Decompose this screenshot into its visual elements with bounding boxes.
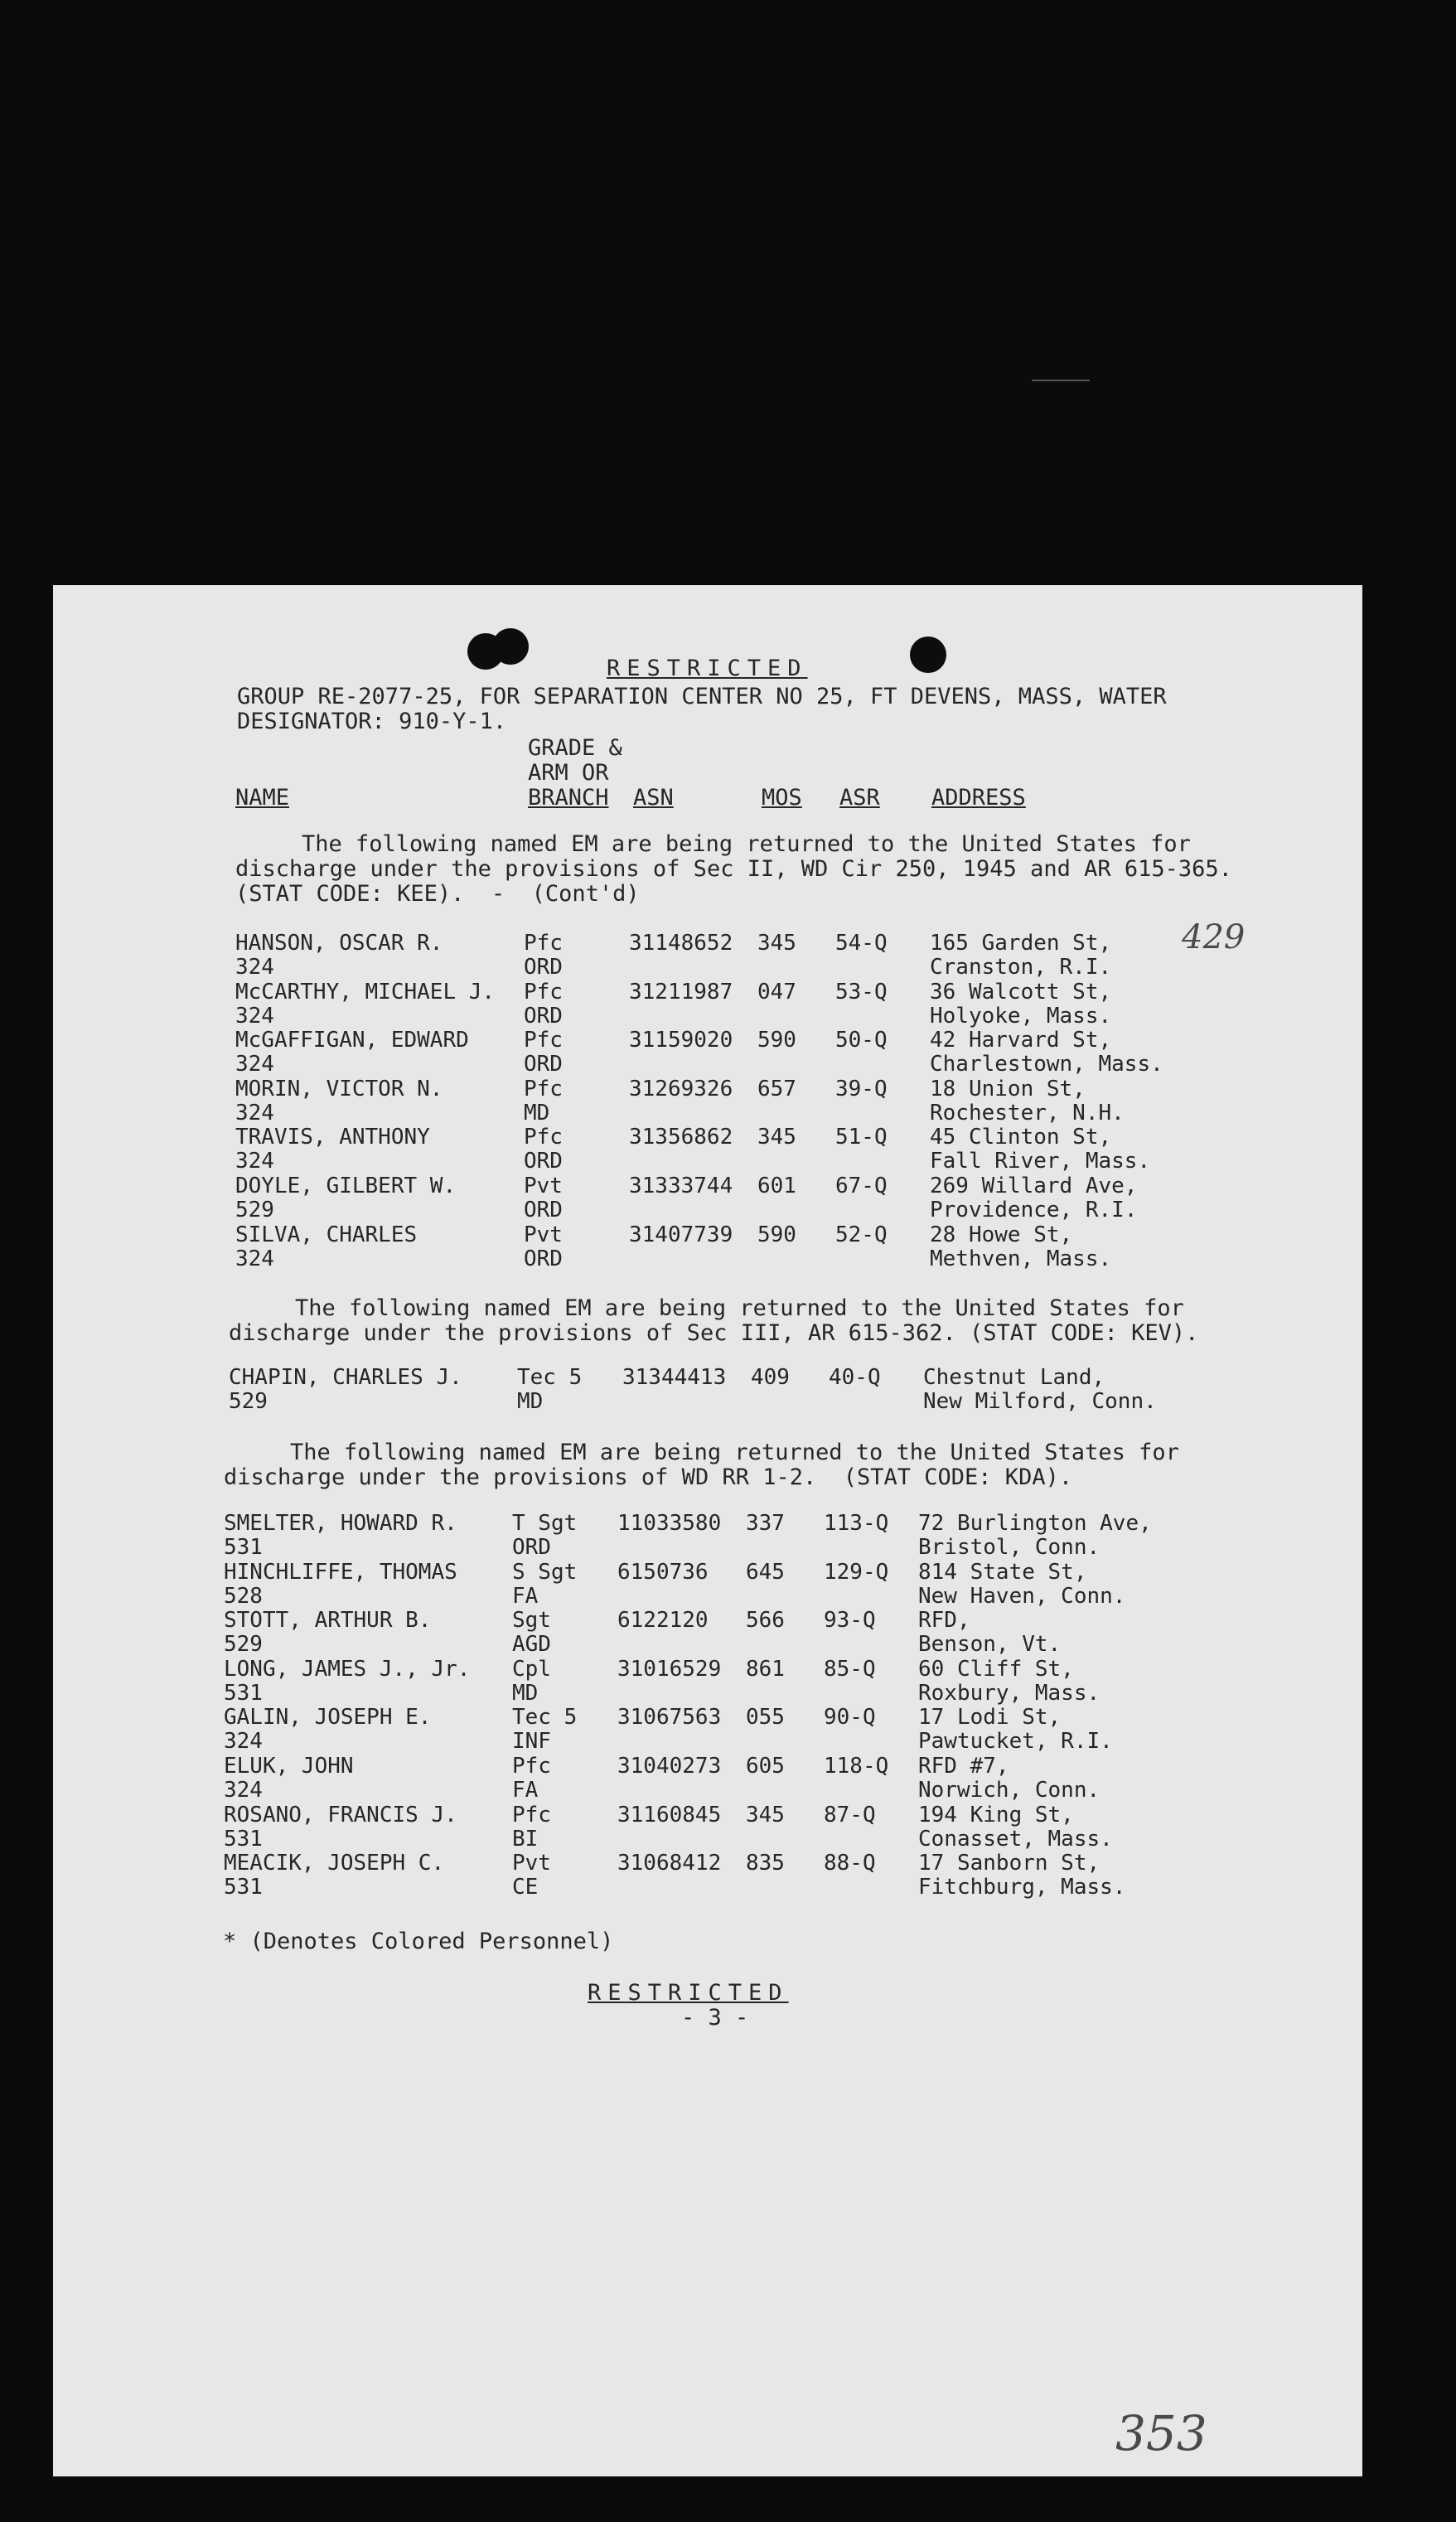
record-asr: 51-Q xyxy=(835,1125,888,1150)
record-address-line1: 194 King St, xyxy=(918,1803,1074,1827)
record-grade: Tec 5 xyxy=(512,1705,578,1730)
record-name: HINCHLIFFE, THOMAS xyxy=(224,1560,457,1585)
record-asr: 129-Q xyxy=(824,1560,889,1585)
record-name: CHAPIN, CHARLES J. xyxy=(229,1365,462,1390)
record-grade: Pfc xyxy=(524,931,563,956)
record-address-line1: Chestnut Land, xyxy=(923,1365,1105,1390)
record-name: SILVA, CHARLES xyxy=(235,1222,418,1247)
col-name: NAME xyxy=(235,785,290,811)
record-branch: FA xyxy=(512,1584,539,1609)
record-address-line2: New Milford, Conn. xyxy=(923,1389,1157,1414)
record-code: 324 xyxy=(224,1778,263,1803)
record-branch: ORD xyxy=(512,1535,551,1560)
record-address-line2: Rochester, N.H. xyxy=(930,1101,1125,1125)
record-code: 529 xyxy=(224,1632,263,1657)
intro-line: The following named EM are being returned to the United States for xyxy=(302,831,1191,857)
record-mos: 657 xyxy=(757,1077,796,1101)
record-code: 529 xyxy=(235,1198,274,1222)
record-grade: Pvt xyxy=(512,1851,551,1876)
record-mos: 590 xyxy=(757,1028,796,1053)
record-name: SMELTER, HOWARD R. xyxy=(224,1511,457,1536)
footnote: * (Denotes Colored Personnel) xyxy=(223,1929,614,1954)
record-asn: 31269326 xyxy=(629,1077,733,1101)
record-asn: 31333744 xyxy=(629,1174,733,1198)
record-code: 324 xyxy=(235,1246,274,1271)
page-number: - 3 - xyxy=(681,2005,749,2031)
record-asn: 31067563 xyxy=(617,1705,722,1730)
record-mos: 055 xyxy=(746,1705,785,1730)
record-name: DOYLE, GILBERT W. xyxy=(235,1174,457,1198)
col-grade-line1: GRADE & xyxy=(528,735,622,761)
record-grade: Tec 5 xyxy=(517,1365,583,1390)
record-code: 531 xyxy=(224,1681,263,1706)
record-code: 528 xyxy=(224,1584,263,1609)
record-address-line2: Norwich, Conn. xyxy=(918,1778,1100,1803)
record-address-line1: 28 Howe St, xyxy=(930,1222,1073,1247)
record-mos: 047 xyxy=(757,980,796,1004)
record-branch: ORD xyxy=(524,1198,563,1222)
record-name: MORIN, VICTOR N. xyxy=(235,1077,443,1101)
record-grade: Sgt xyxy=(512,1608,551,1633)
record-asn: 31407739 xyxy=(629,1222,733,1247)
record-name: ELUK, JOHN xyxy=(224,1754,354,1779)
record-mos: 345 xyxy=(757,931,796,956)
record-address-line1: 36 Walcott St, xyxy=(930,980,1112,1004)
record-asr: 113-Q xyxy=(824,1511,889,1536)
record-branch: MD xyxy=(517,1389,544,1414)
record-name: STOTT, ARTHUR B. xyxy=(224,1608,432,1633)
record-grade: Pvt xyxy=(524,1222,563,1247)
col-asn: ASN xyxy=(633,785,674,811)
record-address-line2: Roxbury, Mass. xyxy=(918,1681,1100,1706)
record-code: 531 xyxy=(224,1535,263,1560)
record-mos: 590 xyxy=(757,1222,796,1247)
record-asr: 39-Q xyxy=(835,1077,888,1101)
record-code: 324 xyxy=(235,1149,274,1174)
record-asr: 88-Q xyxy=(824,1851,876,1876)
col-branch: BRANCH xyxy=(528,785,609,811)
record-address-line2: Methven, Mass. xyxy=(930,1246,1112,1271)
record-code: 324 xyxy=(235,1052,274,1077)
punch-hole-left-2 xyxy=(492,628,529,665)
record-branch: MD xyxy=(512,1681,539,1706)
group-line-2: DESIGNATOR: 910-Y-1. xyxy=(237,709,507,734)
record-mos: 337 xyxy=(746,1511,785,1536)
record-asn: 6122120 xyxy=(617,1608,709,1633)
record-name: HANSON, OSCAR R. xyxy=(235,931,443,956)
record-address-line2: Cranston, R.I. xyxy=(930,955,1112,980)
record-code: 531 xyxy=(224,1827,263,1852)
record-asr: 87-Q xyxy=(824,1803,876,1827)
record-address-line1: 17 Sanborn St, xyxy=(918,1851,1100,1876)
record-code: 324 xyxy=(235,1004,274,1029)
record-branch: ORD xyxy=(524,1246,563,1271)
record-address-line1: 72 Burlington Ave, xyxy=(918,1511,1152,1536)
record-grade: T Sgt xyxy=(512,1511,578,1536)
record-asn: 31148652 xyxy=(629,931,733,956)
record-mos: 566 xyxy=(746,1608,785,1633)
intro-line: discharge under the provisions of Sec II, WD Cir 250, 1945 and AR 615-365. xyxy=(235,856,1232,882)
record-address-line2: Charlestown, Mass. xyxy=(930,1052,1163,1077)
record-asr: 85-Q xyxy=(824,1657,876,1682)
col-asr: ASR xyxy=(839,785,880,811)
record-grade: Pfc xyxy=(524,1077,563,1101)
record-asr: 67-Q xyxy=(835,1174,888,1198)
record-code: 529 xyxy=(229,1389,268,1414)
record-name: ROSANO, FRANCIS J. xyxy=(224,1803,457,1827)
record-address-line1: 42 Harvard St, xyxy=(930,1028,1112,1053)
record-asn: 11033580 xyxy=(617,1511,722,1536)
record-address-line2: Fitchburg, Mass. xyxy=(918,1875,1126,1900)
record-mos: 605 xyxy=(746,1754,785,1779)
record-address-line1: 45 Clinton St, xyxy=(930,1125,1112,1150)
restricted-footer: RESTRICTED xyxy=(588,1980,789,2006)
record-mos: 645 xyxy=(746,1560,785,1585)
record-branch: INF xyxy=(512,1729,551,1754)
record-name: GALIN, JOSEPH E. xyxy=(224,1705,432,1730)
restricted-header: RESTRICTED xyxy=(607,656,808,681)
intro-line: discharge under the provisions of WD RR 1-2. (STAT CODE: KDA). xyxy=(224,1464,1073,1490)
record-branch: MD xyxy=(524,1101,550,1125)
record-asn: 31211987 xyxy=(629,980,733,1004)
handwritten-page-number: 353 xyxy=(1115,2405,1207,2461)
record-branch: ORD xyxy=(524,955,563,980)
record-asn: 31356862 xyxy=(629,1125,733,1150)
record-mos: 861 xyxy=(746,1657,785,1682)
record-mos: 601 xyxy=(757,1174,796,1198)
record-grade: Cpl xyxy=(512,1657,551,1682)
record-asr: 54-Q xyxy=(835,931,888,956)
record-grade: Pfc xyxy=(524,1028,563,1053)
record-address-line1: 17 Lodi St, xyxy=(918,1705,1062,1730)
record-address-line2: Holyoke, Mass. xyxy=(930,1004,1112,1029)
record-name: McCARTHY, MICHAEL J. xyxy=(235,980,496,1004)
record-branch: BI xyxy=(512,1827,539,1852)
record-name: LONG, JAMES J., Jr. xyxy=(224,1657,471,1682)
record-address-line2: Benson, Vt. xyxy=(918,1632,1062,1657)
record-address-line2: Providence, R.I. xyxy=(930,1198,1138,1222)
film-scratch xyxy=(1032,380,1090,381)
record-asn: 31160845 xyxy=(617,1803,722,1827)
handwritten-annotation: 429 xyxy=(1182,918,1246,956)
record-address-line1: RFD #7, xyxy=(918,1754,1009,1779)
col-address: ADDRESS xyxy=(931,785,1026,811)
record-address-line1: RFD, xyxy=(918,1608,970,1633)
record-address-line2: Pawtucket, R.I. xyxy=(918,1729,1113,1754)
record-branch: ORD xyxy=(524,1149,563,1174)
record-asr: 52-Q xyxy=(835,1222,888,1247)
record-asr: 53-Q xyxy=(835,980,888,1004)
record-mos: 345 xyxy=(746,1803,785,1827)
record-mos: 345 xyxy=(757,1125,796,1150)
record-asn: 31040273 xyxy=(617,1754,722,1779)
record-branch: ORD xyxy=(524,1052,563,1077)
record-asr: 90-Q xyxy=(824,1705,876,1730)
record-asn: 31344413 xyxy=(622,1365,727,1390)
intro-line: (STAT CODE: KEE). - (Cont'd) xyxy=(235,881,640,907)
record-address-line2: Bristol, Conn. xyxy=(918,1535,1100,1560)
record-grade: S Sgt xyxy=(512,1560,578,1585)
intro-line: The following named EM are being returned to the United States for xyxy=(295,1295,1184,1321)
punch-hole-right xyxy=(910,637,946,673)
record-grade: Pfc xyxy=(524,980,563,1004)
record-name: TRAVIS, ANTHONY xyxy=(235,1125,430,1150)
record-branch: ORD xyxy=(524,1004,563,1029)
record-branch: AGD xyxy=(512,1632,551,1657)
record-address-line1: 814 State St, xyxy=(918,1560,1087,1585)
record-code: 531 xyxy=(224,1875,263,1900)
record-address-line1: 165 Garden St, xyxy=(930,931,1112,956)
record-asn: 31016529 xyxy=(617,1657,722,1682)
record-branch: FA xyxy=(512,1778,539,1803)
col-mos: MOS xyxy=(762,785,802,811)
record-grade: Pfc xyxy=(512,1803,551,1827)
record-address-line1: 269 Willard Ave, xyxy=(930,1174,1138,1198)
record-name: MEACIK, JOSEPH C. xyxy=(224,1851,445,1876)
record-asn: 31159020 xyxy=(629,1028,733,1053)
record-branch: CE xyxy=(512,1875,539,1900)
record-mos: 409 xyxy=(751,1365,790,1390)
group-line-1: GROUP RE-2077-25, FOR SEPARATION CENTER NO 25, FT DEVENS, MASS, WATER xyxy=(237,684,1167,709)
intro-line: discharge under the provisions of Sec III, AR 615-362. (STAT CODE: KEV). xyxy=(229,1320,1199,1346)
record-mos: 835 xyxy=(746,1851,785,1876)
record-grade: Pvt xyxy=(524,1174,563,1198)
record-code: 324 xyxy=(224,1729,263,1754)
record-asr: 118-Q xyxy=(824,1754,889,1779)
record-asn: 31068412 xyxy=(617,1851,722,1876)
record-code: 324 xyxy=(235,1101,274,1125)
record-asr: 93-Q xyxy=(824,1608,876,1633)
record-address-line1: 60 Cliff St, xyxy=(918,1657,1074,1682)
record-grade: Pfc xyxy=(524,1125,563,1150)
document-page xyxy=(53,585,1362,2476)
record-address-line2: Conasset, Mass. xyxy=(918,1827,1113,1852)
intro-line: The following named EM are being returned to the United States for xyxy=(290,1440,1179,1465)
record-asr: 50-Q xyxy=(835,1028,888,1053)
record-address-line2: New Haven, Conn. xyxy=(918,1584,1126,1609)
record-name: McGAFFIGAN, EDWARD xyxy=(235,1028,469,1053)
record-code: 324 xyxy=(235,955,274,980)
record-grade: Pfc xyxy=(512,1754,551,1779)
record-asr: 40-Q xyxy=(829,1365,881,1390)
record-asn: 6150736 xyxy=(617,1560,709,1585)
record-address-line2: Fall River, Mass. xyxy=(930,1149,1151,1174)
col-grade-line2: ARM OR xyxy=(528,760,609,786)
record-address-line1: 18 Union St, xyxy=(930,1077,1086,1101)
